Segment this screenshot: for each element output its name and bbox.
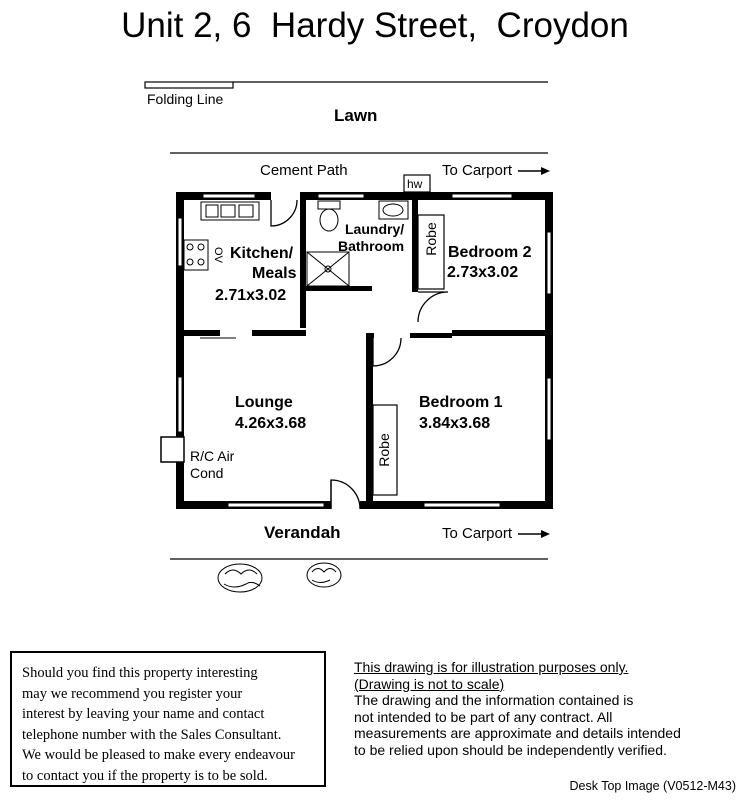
lounge-size: 4.26x3.68 xyxy=(235,415,307,432)
basin-icon xyxy=(379,201,408,219)
air-conditioner-unit xyxy=(161,437,184,462)
cement-path-label: Cement Path xyxy=(260,162,348,179)
folding-line-label: Folding Line xyxy=(147,91,224,107)
carport-arrow-bottom-icon xyxy=(518,530,550,538)
lounge-name: Lounge xyxy=(235,394,293,411)
carport-arrow-top-icon xyxy=(518,167,550,175)
bedroom1-name: Bedroom 1 xyxy=(419,394,503,411)
enquiry-line: Should you find this property interesting xyxy=(22,665,258,681)
disclaimer-line: The drawing and the information contained is xyxy=(354,692,634,708)
disclaimer-subheading: (Drawing is not to scale) xyxy=(354,675,505,692)
disclaimer-line: to be relied upon should be independently verified. xyxy=(354,741,667,758)
enquiry-line: telephone number with the Sales Consultant. xyxy=(22,726,282,743)
lawn-label: Lawn xyxy=(334,106,378,125)
bathroom-label: Bathroom xyxy=(338,238,405,254)
disclaimer xyxy=(354,659,734,758)
bedroom1-size: 3.84x3.68 xyxy=(419,415,491,432)
desk-top-image-code: Desk Top Image (V0512-M43) xyxy=(569,779,736,793)
enquiry-box xyxy=(10,651,326,787)
oven-label: OV xyxy=(212,247,224,263)
kitchen-size: 2.71x3.02 xyxy=(215,287,287,304)
meals-label: Meals xyxy=(252,265,297,282)
kitchen-label: Kitchen/ xyxy=(230,245,294,262)
property-title: Unit 2, 6 Hardy Street, Croydon xyxy=(121,6,629,45)
kitchen-sink-icon xyxy=(201,202,259,220)
robe-bedroom1-label: Robe xyxy=(376,433,392,467)
cooktop-icon xyxy=(184,240,208,270)
disclaimer-heading: This drawing is for illustration purposes only. xyxy=(354,659,629,675)
aircond-label-line2: Cond xyxy=(190,465,224,481)
enquiry-line: interest by leaving your name and contact xyxy=(22,706,265,722)
shower-icon xyxy=(307,252,349,286)
robe-bedroom2-label: Robe xyxy=(423,222,439,256)
laundry-label: Laundry/ xyxy=(345,221,405,237)
shrub-icon xyxy=(218,563,341,592)
aircond-label-line1: R/C Air xyxy=(190,448,235,464)
disclaimer-line: not intended to be part of any contract. All xyxy=(354,708,613,725)
enquiry-line: We would be pleased to make every endeavour xyxy=(22,747,296,763)
bedroom2-size: 2.73x3.02 xyxy=(447,264,519,281)
enquiry-line: may we recommend you register your xyxy=(22,685,243,702)
folding-line-marker xyxy=(145,82,233,88)
enquiry-line: to contact you if the property is to be sold. xyxy=(22,767,268,784)
disclaimer-line: measurements are approximate and details intended xyxy=(354,725,681,741)
verandah-label: Verandah xyxy=(264,523,341,542)
bedroom2-name: Bedroom 2 xyxy=(448,244,532,261)
hot-water-label: hw xyxy=(407,177,423,191)
to-carport-top-label: To Carport xyxy=(442,162,513,179)
to-carport-bottom-label: To Carport xyxy=(442,525,513,542)
toilet-icon xyxy=(318,201,340,231)
